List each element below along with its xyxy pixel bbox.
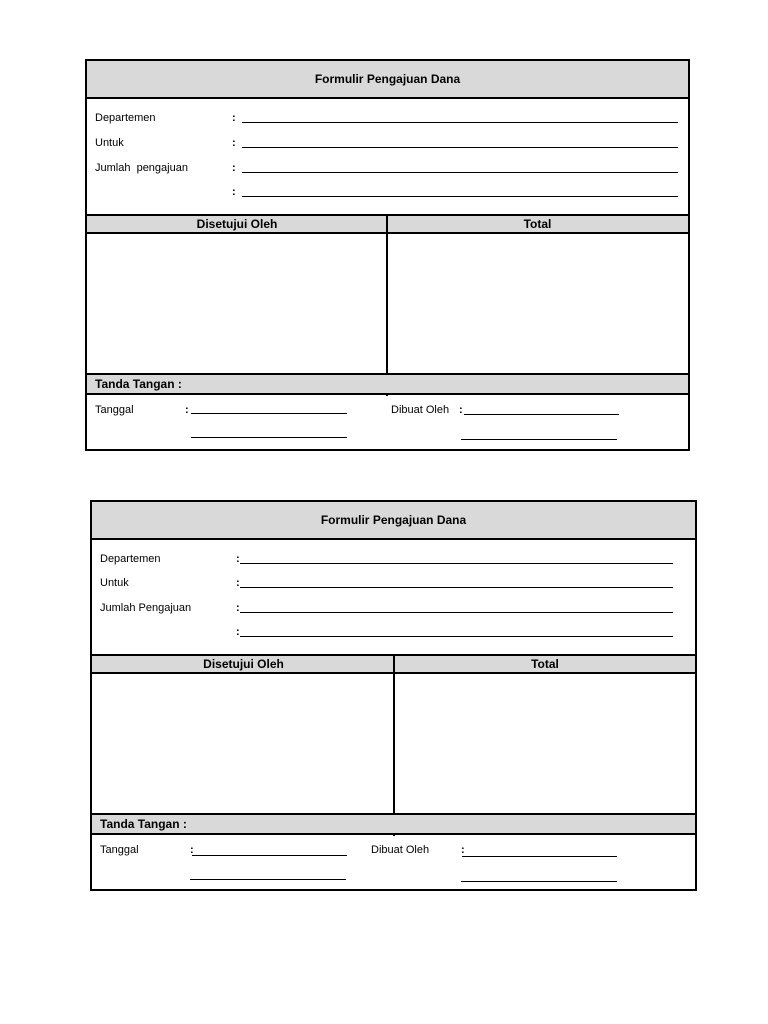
approved-by-box[interactable] — [87, 236, 386, 372]
purpose-field — [100, 575, 685, 595]
signature-bar-right — [387, 373, 688, 395]
date-label: Tanggal — [100, 844, 139, 856]
purpose-label: Untuk — [95, 137, 124, 149]
approved-by-header: Disetujui Oleh — [87, 214, 387, 234]
amount-field — [100, 600, 685, 620]
form-title: Formulir Pengajuan Dana — [92, 502, 695, 540]
amount-input-line[interactable] — [242, 172, 678, 173]
made-by-label: Dibuat Oleh — [371, 844, 430, 856]
amount-label: Jumlah Pengajuan — [100, 602, 192, 614]
made-by-input-line[interactable] — [464, 414, 619, 415]
extra-colon: : — [232, 186, 236, 198]
approved-by-header: Disetujui Oleh — [92, 654, 395, 674]
extra-input-line[interactable] — [242, 196, 678, 197]
date-input-line[interactable] — [191, 413, 347, 414]
signature-bar-right — [395, 813, 695, 835]
extra-colon: : — [236, 626, 240, 638]
department-label: Departemen — [95, 112, 156, 124]
approved-by-box[interactable] — [92, 676, 393, 812]
total-header: Total — [395, 654, 695, 674]
extra-field — [95, 184, 678, 204]
department-colon: : — [232, 112, 236, 124]
department-label: Departemen — [100, 553, 161, 565]
purpose-colon: : — [232, 137, 236, 149]
made-by-colon: : — [461, 844, 465, 856]
date-input-line[interactable] — [192, 855, 347, 856]
department-input-line[interactable] — [240, 563, 673, 564]
purpose-colon: : — [236, 577, 240, 589]
date-colon: : — [190, 844, 194, 856]
department-input-line[interactable] — [242, 122, 678, 123]
purpose-input-line[interactable] — [242, 147, 678, 148]
purpose-label: Untuk — [100, 577, 129, 589]
amount-input-line[interactable] — [240, 612, 673, 613]
amount-label: Jumlah pengajuan — [95, 162, 188, 174]
fund-request-form-1 — [85, 59, 690, 451]
total-header: Total — [387, 214, 688, 234]
made-by-colon: : — [459, 404, 463, 416]
fund-request-form-2 — [90, 500, 697, 891]
form-title: Formulir Pengajuan Dana — [87, 61, 688, 99]
made-by-label: Dibuat Oleh — [391, 404, 450, 416]
date-colon: : — [185, 404, 189, 416]
date-second-line[interactable] — [190, 879, 346, 880]
department-colon: : — [236, 553, 240, 565]
department-field — [95, 110, 678, 130]
made-by-second-line[interactable] — [461, 881, 617, 882]
amount-field — [95, 160, 678, 180]
extra-input-line[interactable] — [240, 636, 673, 637]
extra-field — [100, 624, 685, 644]
signature-label: Tanda Tangan : — [87, 373, 387, 395]
signature-label: Tanda Tangan : — [92, 813, 395, 835]
total-box[interactable] — [395, 676, 695, 812]
department-field — [100, 551, 685, 571]
date-label: Tanggal — [95, 404, 134, 416]
amount-colon: : — [232, 162, 236, 174]
made-by-input-line[interactable] — [462, 856, 617, 857]
purpose-input-line[interactable] — [240, 587, 673, 588]
purpose-field — [95, 135, 678, 155]
total-box[interactable] — [388, 236, 688, 372]
date-second-line[interactable] — [191, 437, 347, 438]
amount-colon: : — [236, 602, 240, 614]
made-by-second-line[interactable] — [461, 439, 617, 440]
